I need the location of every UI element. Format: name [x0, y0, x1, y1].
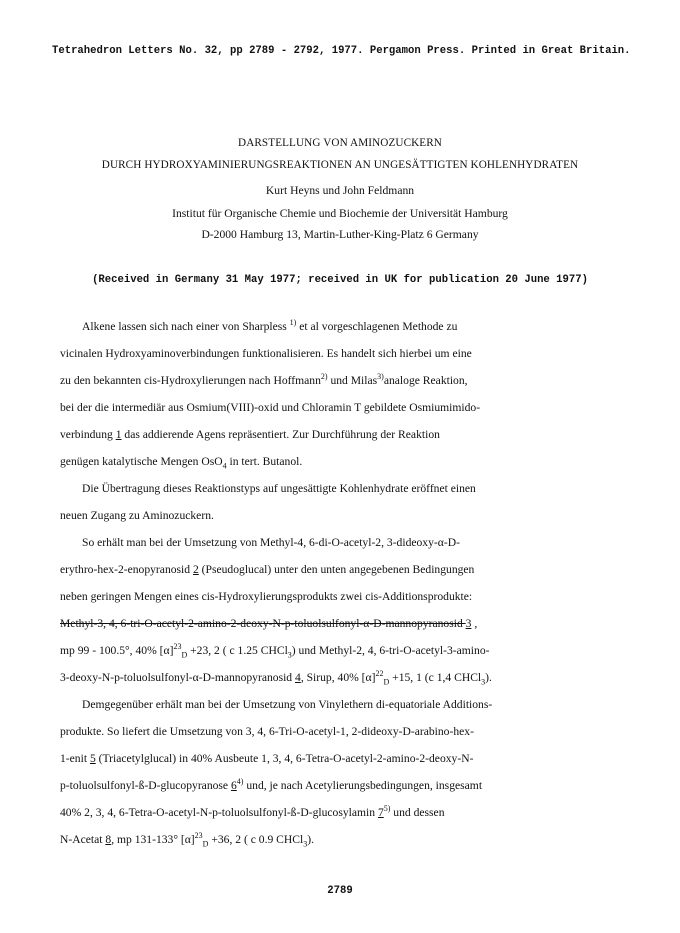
body-line: 40% 2, 3, 4, 6-Tetra-O-acetyl-N-p-toluolsulfonyl-ß-D-glucosylamin 7$^{5)}$ und dessen — [60, 804, 445, 819]
body-line: produkte. So liefert die Umsetzung von 3, 4, 6-Tri-O-acetyl-1, 2-dideoxy-D-arabino-hex- — [60, 725, 474, 738]
body-line: 1-enit 5 (Triacetylglucal) in 40% Ausbeute 1, 3, 4, 6-Tetra-O-acetyl-2-amino-2-deoxy-N- — [60, 752, 474, 765]
authors: Kurt Heyns und John Feldmann — [265, 184, 415, 197]
received-dates: (Received in Germany 31 May 1977; received in UK for publication 20 June 1977) — [92, 274, 588, 286]
body-line: neben geringen Mengen eines cis-Hydroxylierungsprodukts zwei cis-Additionsprodukte: — [60, 590, 473, 603]
body-line: vicinalen Hydroxyaminoverbindungen funktionalisieren. Es handelt sich hierbei um eine — [60, 347, 472, 360]
body-line: 3-deoxy-N-p-toluolsulfonyl-α-D-mannopyranosid 4, Sirup, 40% $[\alpha]^{22}_D +15$, 1 (c 1,4 CHCl$_3$). — [60, 669, 492, 687]
journal-header: Tetrahedron Letters No. 32, pp 2789 - 2792, 1977. Pergamon Press. Printed in Great Britain. — [52, 45, 631, 57]
body-line: Alkene lassen sich nach einer von Sharpless $^{1)}$ et al vorgeschlagenen Methode zu — [82, 318, 458, 333]
body-line: genügen katalytische Mengen OsO$_4$ in tert. Butanol. — [60, 455, 303, 471]
body-line: bei der die intermediär aus Osmium(VIII)-oxid und Chloramin T gebildete Osmiumimido- — [60, 401, 481, 414]
affiliation-line-2: D-2000 Hamburg 13, Martin-Luther-King-Platz 6 Germany — [201, 228, 479, 241]
body-line: N-Acetat 8, mp 131-133° $[\alpha]^{23}_D +36$, 2 ( c 0.9 CHCl$_3$). — [60, 831, 314, 849]
body-line: So erhält man bei der Umsetzung von Methyl-4, 6-di-O-acetyl-2, 3-dideoxy-α-D- — [82, 536, 460, 549]
body-line: zu den bekannten cis-Hydroxylierungen nach Hoffmann$^{2)}$ und Milas$^{3)}$analoge Reaktion, — [60, 372, 468, 387]
body-line: Demgegenüber erhält man bei der Umsetzung von Vinylethern di-equatoriale Additions- — [82, 698, 493, 711]
page-number: 2789 — [327, 885, 353, 897]
body-line: Die Übertragung dieses Reaktionstyps auf ungesättigte Kohlenhydrate eröffnet einen — [82, 482, 476, 495]
body-line: verbindung 1 das addierende Agens repräsentiert. Zur Durchführung der Reaktion — [60, 428, 440, 441]
body-line: Methyl-3, 4, 6-tri-O-acetyl-2-amino-2-deoxy-N-p-toluolsulfonyl-α-D-mannopyranosid 3 , — [60, 617, 478, 630]
body-line: erythro-hex-2-enopyranosid 2 (Pseudoglucal) unter den unten angegebenen Bedingungen — [60, 563, 475, 576]
title-line-1: DARSTELLUNG VON AMINOZUCKERN — [238, 137, 442, 149]
body-line: p-toluolsulfonyl-ß-D-glucopyranose 6$^{4)}$ und, je nach Acetylierungsbedingungen, insgesamt — [60, 777, 483, 792]
body-line: neuen Zugang zu Aminozuckern. — [60, 509, 214, 522]
affiliation-line-1: Institut für Organische Chemie und Biochemie der Universität Hamburg — [172, 207, 508, 220]
title-line-2: DURCH HYDROXYAMINIERUNGSREAKTIONEN AN UNGESÄTTIGTEN KOHLENHYDRATEN — [101, 159, 579, 171]
body-line: mp 99 - 100.5°, 40% $[\alpha]^{23}_D +23$, 2 ( c 1.25 CHCl$_3$) und Methyl-2, 4, 6-tri-O-acetyl-3-amino- — [60, 642, 490, 660]
